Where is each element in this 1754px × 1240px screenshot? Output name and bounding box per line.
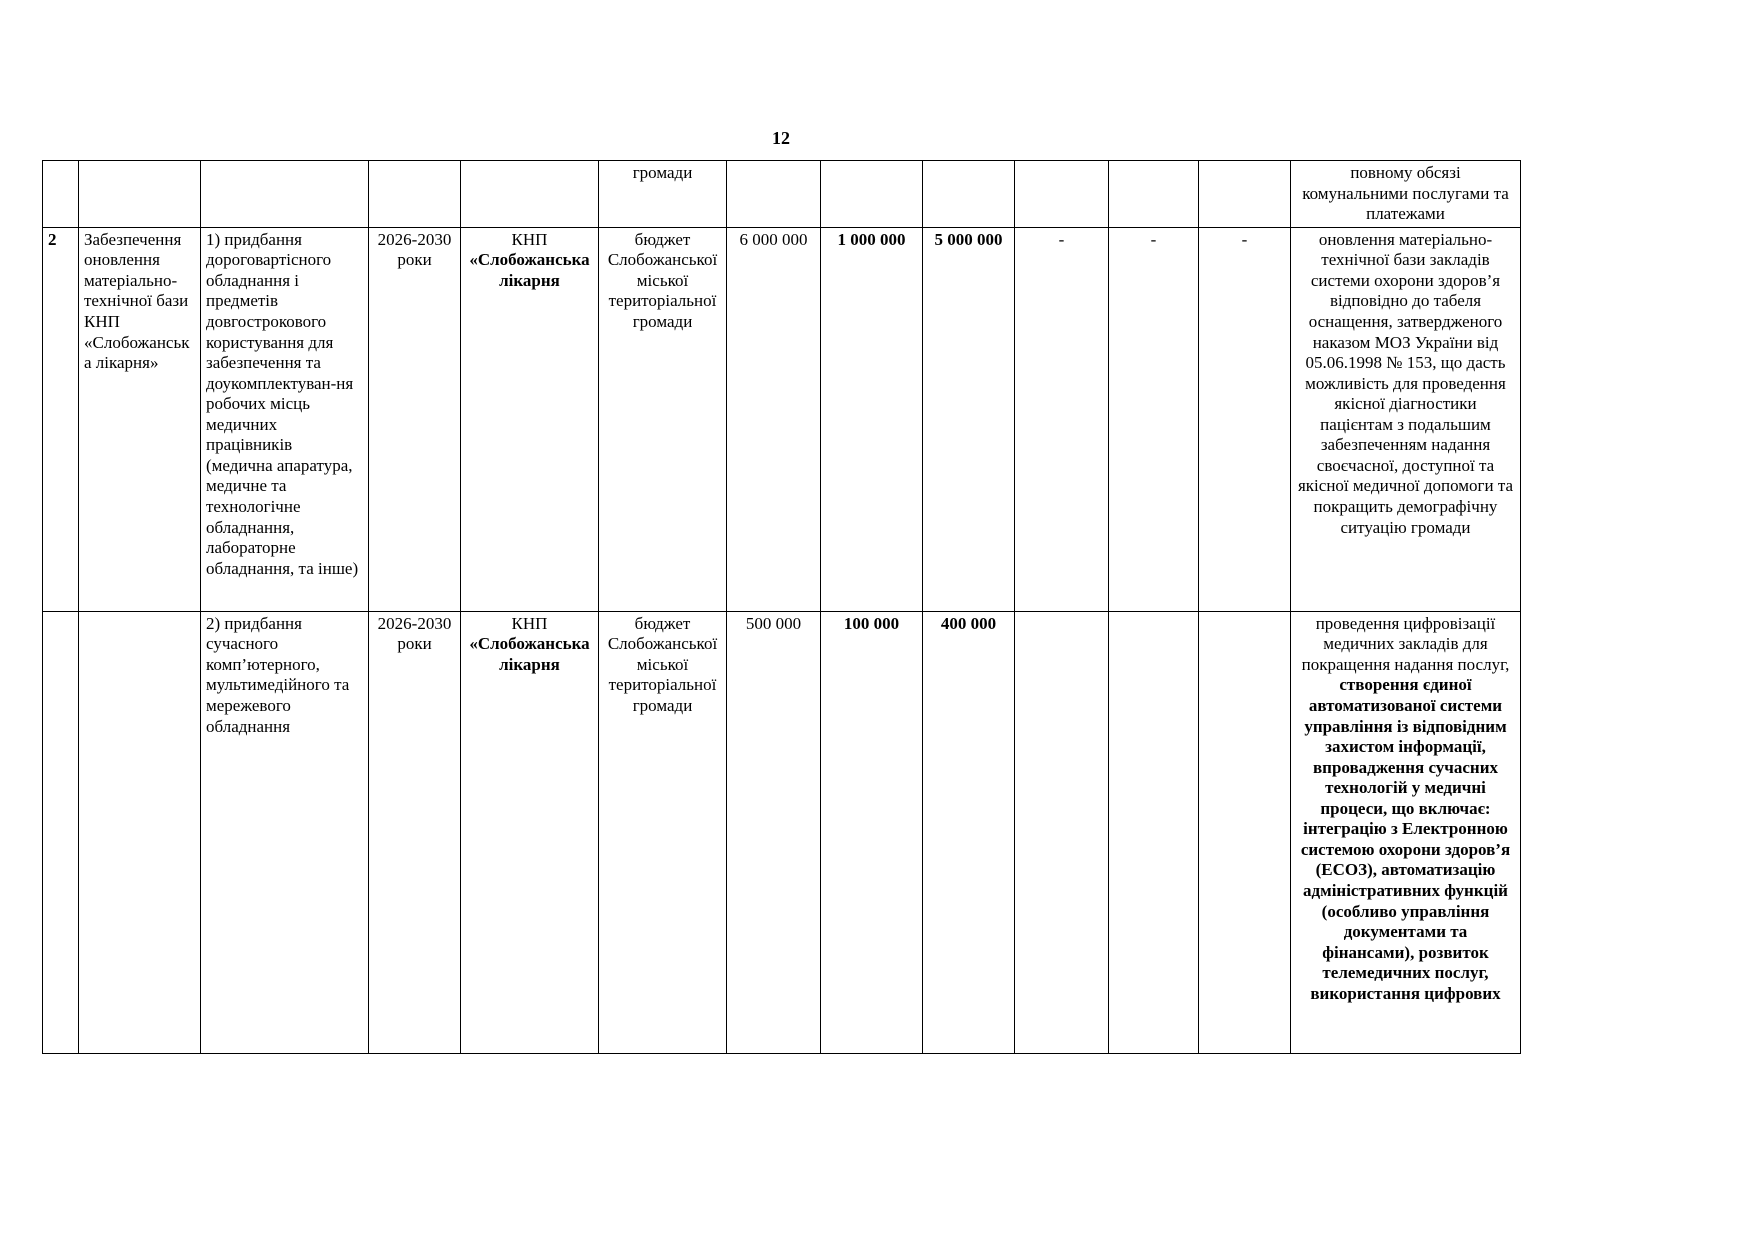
cell-row-number <box>43 611 79 1053</box>
cell-row-number <box>43 161 79 228</box>
cell-amount-y4 <box>1109 161 1199 228</box>
cell-period: 2026-2030 роки <box>369 227 461 611</box>
cell-amount-y5 <box>1199 611 1291 1053</box>
cell-amount-y2: 5 000 000 <box>923 227 1015 611</box>
cell-amount-total <box>727 161 821 228</box>
expected-result-bold-part2: (ЕСОЗ), автоматизацію адміністративних функцій (особливо управління документами та фінансами), розвиток телемедичних послуг, використання цифрових <box>1303 860 1508 1003</box>
cell-task: Забезпечення оновлення матеріально-технічної бази КНП «Слобожанська лікарня» <box>79 227 201 611</box>
expected-result-bold-part1: створення єдиної автоматизованої системи управління із відповідним захистом інформації, впровадження сучасних технологій у медичні процеси, що включає: інтеграцію з Електронною системою охорони здоров’я <box>1300 675 1511 859</box>
cell-executor <box>461 161 599 228</box>
cell-expected-result <box>1291 611 1521 1053</box>
cell-amount-y3 <box>1015 161 1109 228</box>
cell-period: 2026-2030 роки <box>369 611 461 1053</box>
cell-amount-y1 <box>821 161 923 228</box>
cell-amount-total: 6 000 000 <box>727 227 821 611</box>
cell-amount-y2: 400 000 <box>923 611 1015 1053</box>
executor-org: КНП <box>511 613 548 633</box>
cell-measures <box>201 161 369 228</box>
cell-measures: 2) придбання сучасного комп’ютерного, мультимедійного та мережевого обладнання <box>201 611 369 1053</box>
cell-executor <box>461 227 599 611</box>
cell-amount-y4: - <box>1109 227 1199 611</box>
cell-amount-y5 <box>1199 161 1291 228</box>
cell-funding-source: громади <box>599 161 727 228</box>
cell-expected-result: оновлення матеріально-технічної бази закладів системи охорони здоров’я відповідно до табеля оснащення, затвердженого наказом МОЗ України від 05.06.1998 № 153, що дасть можливість для проведення якісної діагностики пацієнтам з подальшим забезпеченням надання своєчасної, доступної та якісної медичної допомоги та покращить демографічну ситуацію громади <box>1291 227 1521 611</box>
table-row-task2 <box>43 227 1521 611</box>
cell-task <box>79 161 201 228</box>
cell-row-number: 2 <box>43 227 79 611</box>
cell-period <box>369 161 461 228</box>
cell-amount-y2 <box>923 161 1015 228</box>
executor-name: «Слобожанська лікарня <box>469 634 590 674</box>
cell-amount-y4 <box>1109 611 1199 1053</box>
program-measures-table <box>42 160 1521 1054</box>
table-row-continuation <box>43 161 1521 228</box>
cell-funding-source: бюджет Слобожанської міської територіальної громади <box>599 227 727 611</box>
cell-measures: 1) придбання дороговартісного обладнання і предметів довгострокового користування для забезпечення та доукомплектуван-ня робочих місць медичних працівників (медична апаратура, медичне та технологічне обладнання, лабораторне обладнання, та інше) <box>201 227 369 611</box>
cell-expected-result: повному обсязі комунальними послугами та платежами <box>1291 161 1521 228</box>
executor-org: КНП <box>511 229 548 249</box>
cell-amount-y3: - <box>1015 227 1109 611</box>
table-row-task2-measure2 <box>43 611 1521 1053</box>
cell-task <box>79 611 201 1053</box>
cell-amount-total: 500 000 <box>727 611 821 1053</box>
expected-result-regular: проведення цифровізації медичних закладів для покращення надання послуг, <box>1301 613 1510 674</box>
cell-amount-y3 <box>1015 611 1109 1053</box>
cell-funding-source: бюджет Слобожанської міської територіальної громади <box>599 611 727 1053</box>
cell-executor <box>461 611 599 1053</box>
cell-amount-y5: - <box>1199 227 1291 611</box>
cell-amount-y1: 100 000 <box>821 611 923 1053</box>
cell-amount-y1: 1 000 000 <box>821 227 923 611</box>
executor-name: «Слобожанська лікарня <box>469 250 590 290</box>
page-number: 12 <box>772 128 790 148</box>
